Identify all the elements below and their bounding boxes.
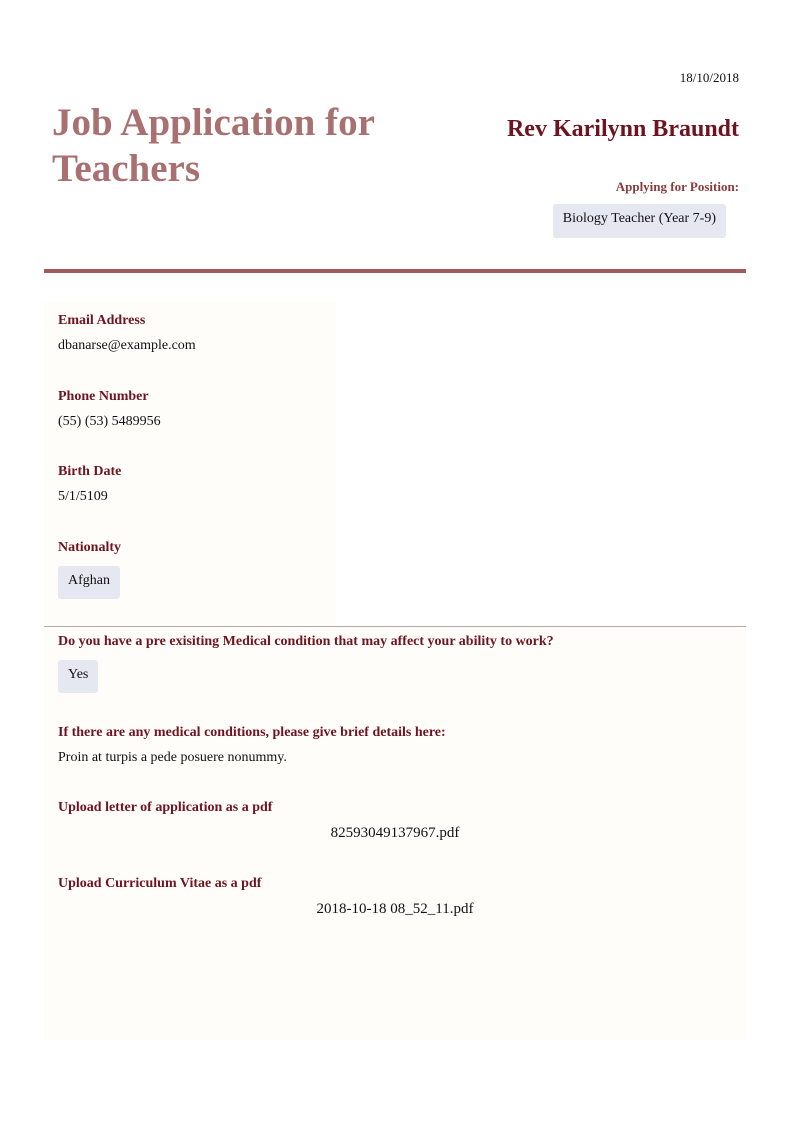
position-value: Biology Teacher (Year 7-9) [553, 204, 726, 238]
document-date: 18/10/2018 [679, 70, 739, 85]
nationality-label: Nationalty [58, 540, 121, 555]
applicant-name: Rev Karilynn Braundt [506, 116, 739, 142]
section-divider [44, 626, 746, 627]
birth-date-value: 5/1/5109 [58, 489, 108, 504]
nationality-value: Afghan [58, 566, 120, 599]
phone-label: Phone Number [58, 389, 149, 404]
cv-file-link[interactable]: 2018-10-18 08_52_11.pdf [316, 901, 474, 917]
header-divider [44, 269, 746, 273]
position-label: Applying for Position: [615, 179, 739, 194]
email-value: dbanarse@example.com [58, 338, 196, 353]
birth-date-label: Birth Date [58, 464, 122, 479]
medical-details-label: If there are any medical conditions, please give brief details here: [58, 725, 446, 740]
medical-details-value: Proin at turpis a pede posuere nonummy. [58, 750, 287, 765]
letter-upload-label: Upload letter of application as a pdf [58, 800, 273, 815]
cv-upload-label: Upload Curriculum Vitae as a pdf [58, 876, 262, 891]
medical-question-label: Do you have a pre exisiting Medical condition that may affect your ability to work? [58, 634, 554, 649]
page-title: Job Application for Teachers [52, 101, 375, 190]
letter-file-link[interactable]: 82593049137967.pdf [330, 825, 460, 841]
medical-answer: Yes [58, 660, 98, 693]
phone-value: (55) (53) 5489956 [58, 414, 161, 429]
email-label: Email Address [58, 313, 146, 328]
